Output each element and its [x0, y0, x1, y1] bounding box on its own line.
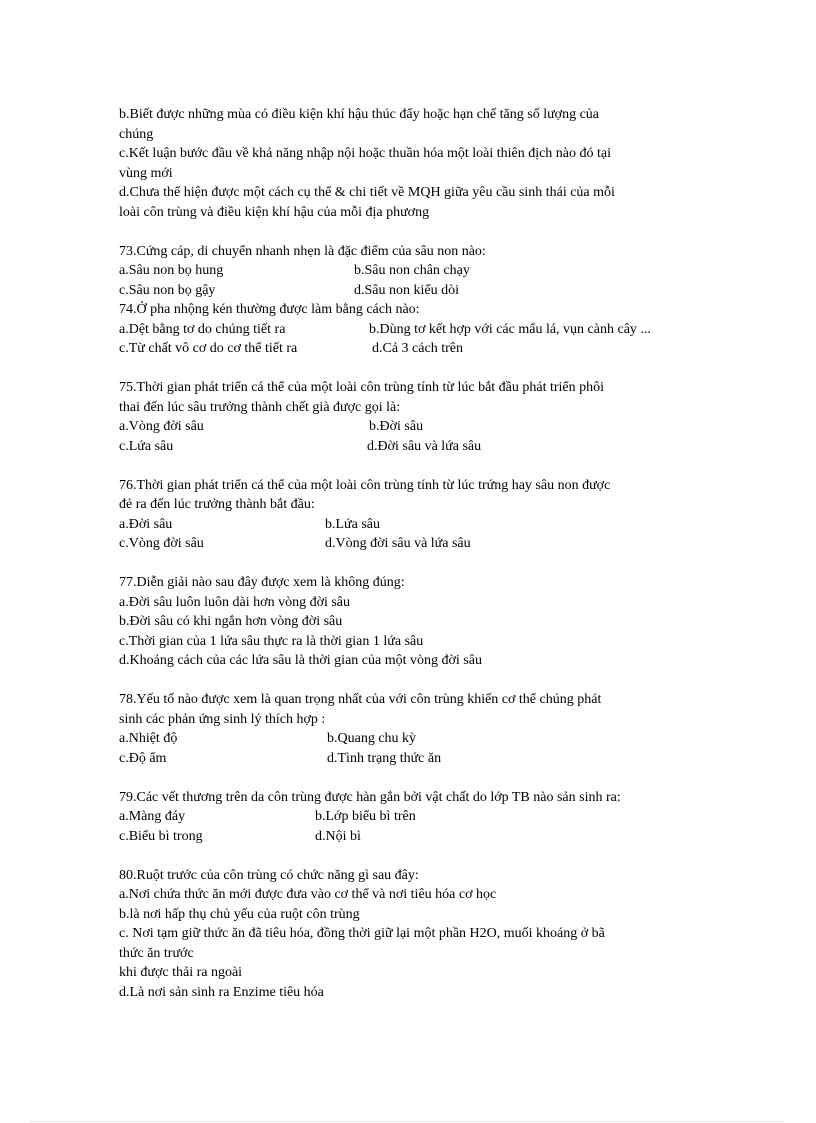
document-body — [119, 105, 699, 1002]
question-75 — [119, 378, 699, 456]
option-c: c.Vòng đời sâu — [119, 536, 204, 551]
question-text: đẻ ra đến lúc trưởng thành bắt đầu: — [119, 497, 315, 512]
text-line: b.Biết được những mùa có điều kiện khí hậu thúc đẩy hoặc hạn chế tăng số lượng của — [119, 107, 599, 122]
option-a: a.Vòng đời sâu — [119, 419, 204, 434]
question-text: 80.Ruột trước của côn trùng có chức năng gì sau đây: — [119, 867, 419, 883]
option-d: d.Đời sâu và lứa sâu — [367, 438, 482, 454]
option-b: b.Lứa sâu — [325, 516, 381, 532]
question-text: 73.Cứng cáp, di chuyển nhanh nhẹn là đặc điểm của sâu non nào: — [119, 243, 486, 259]
option-a: a.Dệt bằng tơ do chúng tiết ra — [119, 321, 286, 337]
question-80 — [119, 866, 699, 1003]
option-d: d.Tình trạng thức ăn — [327, 750, 442, 766]
option-c: c.Sâu non bọ gậy — [119, 282, 216, 298]
question-text: sinh các phản ứng sinh lý thích hợp : — [119, 711, 326, 727]
option-a: a.Nơi chứa thức ăn mới được đưa vào cơ thể và nơi tiêu hóa cơ học — [119, 887, 497, 902]
text-line: chúng — [119, 126, 154, 142]
option-a: a.Đời sâu — [119, 516, 173, 532]
text-line: vùng mới — [119, 165, 173, 181]
option-c-continued: thức ăn trước — [119, 945, 194, 961]
question-text: thai đến lúc sâu trưởng thành chết già được gọi là: — [119, 399, 401, 415]
option-b: b.Sâu non chân chạy — [354, 263, 470, 278]
question-78 — [119, 690, 699, 768]
option-b: b.Đời sâu — [369, 419, 424, 434]
option-c: c.Biểu bì trong — [119, 828, 203, 844]
option-c: c. Nơi tạm giữ thức ăn đã tiêu hóa, đồng thời giữ lại một phần H2O, muối khoáng ở bã — [119, 926, 605, 941]
option-d: d.Khoảng cách của các lứa sâu là thời gian của một vòng đời sâu — [119, 653, 482, 668]
question-text: 76.Thời gian phát triển cá thể của một loài côn trùng tính từ lúc trứng hay sâu non được — [119, 477, 611, 493]
option-a: a.Đời sâu luôn luôn dài hơn vòng đời sâu — [119, 594, 351, 610]
page-bottom-rule — [30, 1121, 786, 1122]
question-79 — [119, 788, 699, 847]
option-b: b.là nơi hấp thụ chủ yếu của ruột côn trùng — [119, 906, 360, 922]
option-d: d.Nội bì — [315, 828, 361, 844]
option-b: b.Lớp biểu bì trên — [315, 809, 416, 824]
question-text: 75.Thời gian phát triển cá thể của một loài côn trùng tính từ lúc bắt đầu phát triển phôi — [119, 380, 605, 395]
option-b: b.Dùng tơ kết hợp với các mẩu lá, vụn cành cây ... — [369, 321, 651, 337]
option-d: d.Vòng đời sâu và lứa sâu — [325, 536, 471, 551]
text-line: c.Kết luận bước đầu về khả năng nhập nội hoặc thuần hóa một loài thiên địch nào đó tại — [119, 146, 612, 161]
text-line: loài côn trùng và điều kiện khí hậu của mỗi địa phương — [119, 204, 430, 220]
option-a: a.Nhiệt độ — [119, 731, 178, 746]
option-c: c.Từ chất vô cơ do cơ thể tiết ra — [119, 341, 298, 356]
option-d: d.Cả 3 cách trên — [372, 341, 463, 356]
option-c-continued: khi được thải ra ngoài — [119, 965, 243, 980]
option-d: d.Là nơi sản sinh ra Enzime tiêu hóa — [119, 984, 324, 1000]
question-text: 77.Diễn giải nào sau đây được xem là không đúng: — [119, 575, 405, 590]
option-b: b.Quang chu kỳ — [327, 731, 417, 746]
question-77 — [119, 573, 699, 671]
option-c: c.Thời gian của 1 lứa sâu thực ra là thời gian 1 lứa sâu — [119, 633, 424, 649]
option-b: b.Đời sâu có khi ngắn hơn vòng đời sâu — [119, 614, 343, 629]
option-d: d.Sâu non kiểu dòi — [354, 282, 459, 298]
option-c: c.Độ ẩm — [119, 750, 167, 766]
option-a: a.Màng đáy — [119, 809, 186, 824]
option-c: c.Lứa sâu — [119, 438, 174, 454]
question-76 — [119, 476, 699, 554]
question-text: 74.Ở pha nhộng kén thường được làm bằng cách nào: — [119, 302, 420, 317]
question-74 — [119, 300, 699, 359]
intro-block — [119, 105, 699, 222]
question-73 — [119, 242, 699, 301]
text-line: d.Chưa thể hiện được một cách cụ thể & chi tiết về MQH giữa yêu cầu sinh thái của mỗi — [119, 185, 615, 200]
question-text: 79.Các vết thương trên da côn trùng được hàn gắn bởi vật chất do lớp TB nào sản sinh ra: — [119, 789, 621, 805]
option-a: a.Sâu non bọ hung — [119, 263, 224, 278]
question-text: 78.Yếu tố nào được xem là quan trọng nhất của với côn trùng khiến cơ thể chúng phát — [119, 692, 602, 707]
